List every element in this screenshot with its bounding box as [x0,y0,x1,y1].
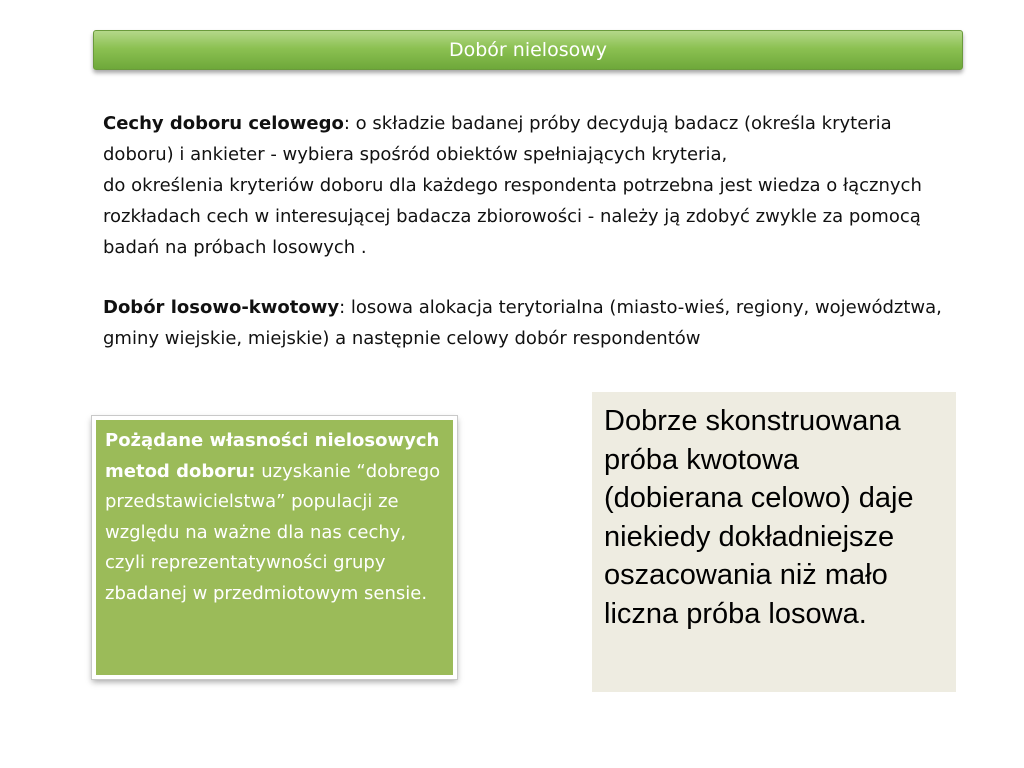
quota-selection-text: : losowa alokacja terytorialna (miasto-wieś, regiony, województwa, gminy wiejskie, miejskie) a następnie celowy dobór respondentów [103,297,942,349]
desired-properties-heading: Pożądane własności nielosowych metod doboru: [105,430,440,482]
slide-title [93,30,963,70]
quota-selection-term: Dobór losowo-kwotowy [103,297,340,318]
desired-properties-text: uzyskanie “dobrego przedstawicielstwa” populacji ze względu na ważne dla nas cechy, czyli reprezentatywności grupy zbadanej w przedmiotowym sensie. [105,460,441,604]
desired-properties-box [92,416,457,679]
slide-title-text: Dobór nielosowy [448,39,607,61]
quota-selection-paragraph [103,292,963,354]
quota-sample-note-box [592,392,956,692]
quota-sample-note-text: Dobrze skonstruowana próba kwotowa (dobierana celowo) daje niekiedy dokładniejsze oszacowania niż mało liczna próba losowa. [604,405,914,630]
purposive-selection-term: Cechy doboru celowego [103,113,344,134]
purposive-selection-text-2: do określenia kryteriów doboru dla każdego respondenta potrzebna jest wiedza o łącznych rozkładach cech w interesującej badacza zbiorowości - należy ją zdobyć zwykle za pomocą badań na próbach losowych . [103,175,922,258]
purposive-selection-paragraph [103,108,963,263]
purposive-selection-text: : o składzie badanej próby decydują badacz (określa kryteria doboru) i ankieter - wybiera spośród obiektów spełniających kryteria, [103,113,892,165]
